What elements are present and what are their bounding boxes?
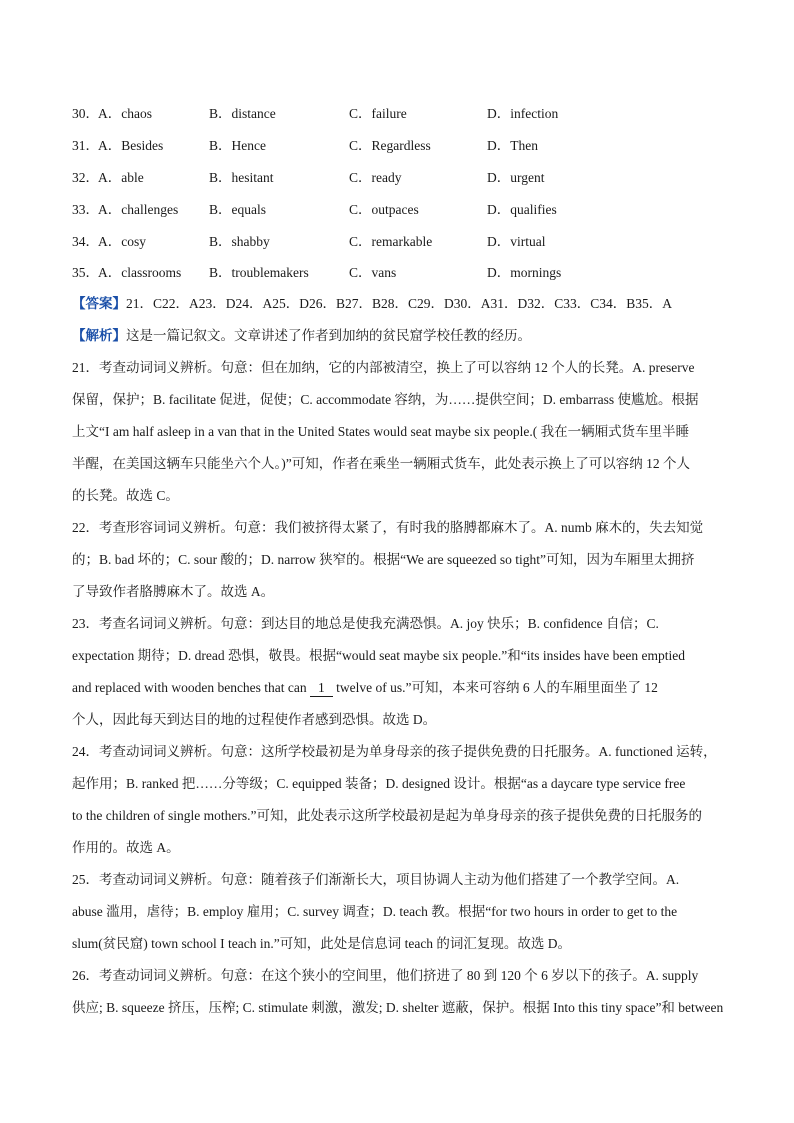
- analysis-line: [72, 324, 724, 344]
- explanation-line: 21．考查动词词义辨析。句意：但在加纳，它的内部被清空，换上了可以容纳 12 个人的长凳。A. preserve: [72, 360, 695, 375]
- explanation-line-with-blank: [72, 676, 724, 697]
- document-page: 30． A．chaos B．distance C．failure D．infection 31． A．Besides B．Hence C．Regardless D．Then 32． A．able B．hesitant C．ready D．urgent 33． A．challenges B．equals C．outpaces D．qualifies 34． A．cosy B．shabby C．remarkable D．virtual 35． A．classrooms B．troublemakers C．vans D．mornings 【答案】21．C22．A23．D24．A25．D26．B27．B28．C29．D30．A31．D32．C33．C34．B35．A 【解析】这是一篇记叙文。文章讲述了作者到加纳的贫民窟学校任教的经历。 21．考查动词词义辨析。句意：但在加纳，它的内部被清空，换上了可以容纳 12 个人的长凳。A. preserve 保留，保护；B. facilitate 促进，促使；C. accommodate 容纳，为……提供空间；D. embarrass 使尴尬。根据 上文“I am half asleep in a van that in the United States would seat maybe six people.( 我在一辆厢式货车里半睡 半醒，在美国这辆车只能坐六个人。)”可知，作者在乘坐一辆厢式货车，此处表示换上了可以容纳 12 个人 的长凳。故选 C。 22．考查形容词词义辨析。句意：我们被挤得太紧了，有时我的胳膊都麻木了。A. numb 麻木的，失去知觉 的；B. bad 坏的；C. sour 酸的；D. narrow 狭窄的。根据“We are squeezed so tight”可知，因为车厢里太拥挤 了导致作者胳膊麻木了。故选 A。 23．考查名词词义辨析。句意：到达目的地总是使我充满恐惧。A. joy 快乐；B. confidence 自信；C. expectation 期待；D. dread 恐惧，敬畏。根据“would seat maybe six people.”和“its insides have been emptied and replaced with wooden benches that can 1 twelve of us.”可知，本来可容纳 6 人的车厢里面坐了 12 个人，因此每天到达目的地的过程使作者感到恐惧。故选 D。 24．考查动词词义辨析。句意：这所学校最初是为单身母亲的孩子提供免费的日托服务。A. functioned 运转， 起作用；B. ranked 把……分等级；C. equipped 装备；D. designed 设计。根据“as a daycare type service free to the children of single mothers.”可知，此处表示这所学校最初是起为单身母亲的孩子提供免费的日托服务的 作用的。故选 A。 25．考查动词词义辨析。句意：随着孩子们渐渐长大，项目协调人主动为他们搭建了一个教学空间。A. abuse 滥用，虐待；B. employ 雇用；C. survey 调查；D. teach 教。根据“for two hours in order to get to the slum(贫民窟) town school I teach in.”可知，此处是信息词 teach 的词汇复现。故选 D。 26．考查动词词义辨析。句意：在这个狭小的空间里，他们挤进了 80 到 120 个 6 岁以下的孩子。A. supply 供应; B. squeeze 挤压，压榨; C. stimulate 刺激，激发; D. shelter 遮蔽，保护。根据 Into this tiny space”和 between: [0, 0, 794, 1123]
- option-d: D．qualifies: [487, 202, 557, 217]
- explanation-line: 起作用；B. ranked 把……分等级；C. equipped 装备；D. designed 设计。根据“as a daycare type service free: [72, 776, 686, 791]
- explanation-line: 了导致作者胳膊麻木了。故选 A。: [72, 584, 275, 599]
- option-c: C．ready: [349, 170, 402, 185]
- explanation-line: 供应; B. squeeze 挤压，压榨; C. stimulate 刺激，激发; D. shelter 遮蔽，保护。根据 Into this tiny space”和 between: [72, 1000, 724, 1015]
- option-d: D．virtual: [487, 234, 546, 249]
- option-d: D．urgent: [487, 170, 545, 185]
- explanation-line: 24．考查动词词义辨析。句意：这所学校最初是为单身母亲的孩子提供免费的日托服务。A. functioned 运转，: [72, 744, 717, 759]
- option-c: C．outpaces: [349, 202, 419, 217]
- line-text: and replaced with wooden benches that can: [72, 680, 311, 695]
- option-b: B．Hence: [209, 138, 266, 153]
- option-d: D．Then: [487, 138, 538, 153]
- explanation-line: 的；B. bad 坏的；C. sour 酸的；D. narrow 狭窄的。根据“We are squeezed so tight”可知，因为车厢里太拥挤: [72, 552, 695, 567]
- option-c: C．Regardless: [349, 138, 431, 153]
- analysis-text: 这是一篇记叙文。文章讲述了作者到加纳的贫民窟学校任教的经历。: [126, 328, 531, 343]
- explanation-line: 半醒，在美国这辆车只能坐六个人。)”可知，作者在乘坐一辆厢式货车，此处表示换上了可以容纳 12 个人: [72, 456, 690, 471]
- analysis-tag: 【解析】: [72, 328, 126, 343]
- option-d: D．infection: [487, 106, 559, 121]
- option-b: B．equals: [209, 202, 266, 217]
- option-c: C．failure: [349, 106, 407, 121]
- option-d: D．mornings: [487, 265, 562, 280]
- explanation-line: to the children of single mothers.”可知，此处表示这所学校最初是起为单身母亲的孩子提供免费的日托服务的: [72, 808, 702, 823]
- explanation-line: 个人，因此每天到达目的地的过程使作者感到恐惧。故选 D。: [72, 712, 437, 727]
- option-b: B．shabby: [209, 234, 270, 249]
- explanation-line: 的长凳。故选 C。: [72, 488, 179, 503]
- explanation-line: 作用的。故选 A。: [72, 840, 180, 855]
- answer-tag: 【答案】: [72, 296, 126, 311]
- explanation-line: 26．考查动词词义辨析。句意：在这个狭小的空间里，他们挤进了 80 到 120 个 6 岁以下的孩子。A. supply: [72, 968, 699, 983]
- blank-number: 1: [310, 681, 333, 697]
- option-b: B．distance: [209, 106, 276, 121]
- explanation-line: abuse 滥用，虐待；B. employ 雇用；C. survey 调查；D. teach 教。根据“for two hours in order to get to the: [72, 904, 678, 919]
- line-text-after-blank: twelve of us.”可知，本来可容纳 6 人的车厢里面坐了 12: [332, 680, 658, 695]
- option-b: B．troublemakers: [209, 265, 309, 280]
- answer-text: 21．C22．A23．D24．A25．D26．B27．B28．C29．D30．A31．D32．C33．C34．B35．A: [126, 296, 673, 311]
- explanation-line: 23．考查名词词义辨析。句意：到达目的地总是使我充满恐惧。A. joy 快乐；B. confidence 自信；C.: [72, 616, 659, 631]
- option-b: B．hesitant: [209, 170, 274, 185]
- explanation-line: expectation 期待；D. dread 恐惧，敬畏。根据“would seat maybe six people.”和“its insides have been emptied: [72, 648, 685, 663]
- option-c: C．vans: [349, 265, 397, 280]
- explanation-line: 上文“I am half asleep in a van that in the United States would seat maybe six people.( 我在一辆厢式货车里半睡: [72, 424, 690, 439]
- explanation-line: 22．考查形容词词义辨析。句意：我们被挤得太紧了，有时我的胳膊都麻木了。A. numb 麻木的，失去知觉: [72, 520, 704, 535]
- explanation-line: slum(贫民窟) town school I teach in.”可知，此处是信息词 teach 的词汇复现。故选 D。: [72, 936, 572, 951]
- explanation-line: 25．考查动词词义辨析。句意：随着孩子们渐渐长大，项目协调人主动为他们搭建了一个教学空间。A.: [72, 872, 680, 887]
- option-c: C．remarkable: [349, 234, 433, 249]
- explanation-line: 保留，保护；B. facilitate 促进，促使；C. accommodate 容纳，为……提供空间；D. embarrass 使尴尬。根据: [72, 392, 699, 407]
- answer-line: [72, 292, 724, 312]
